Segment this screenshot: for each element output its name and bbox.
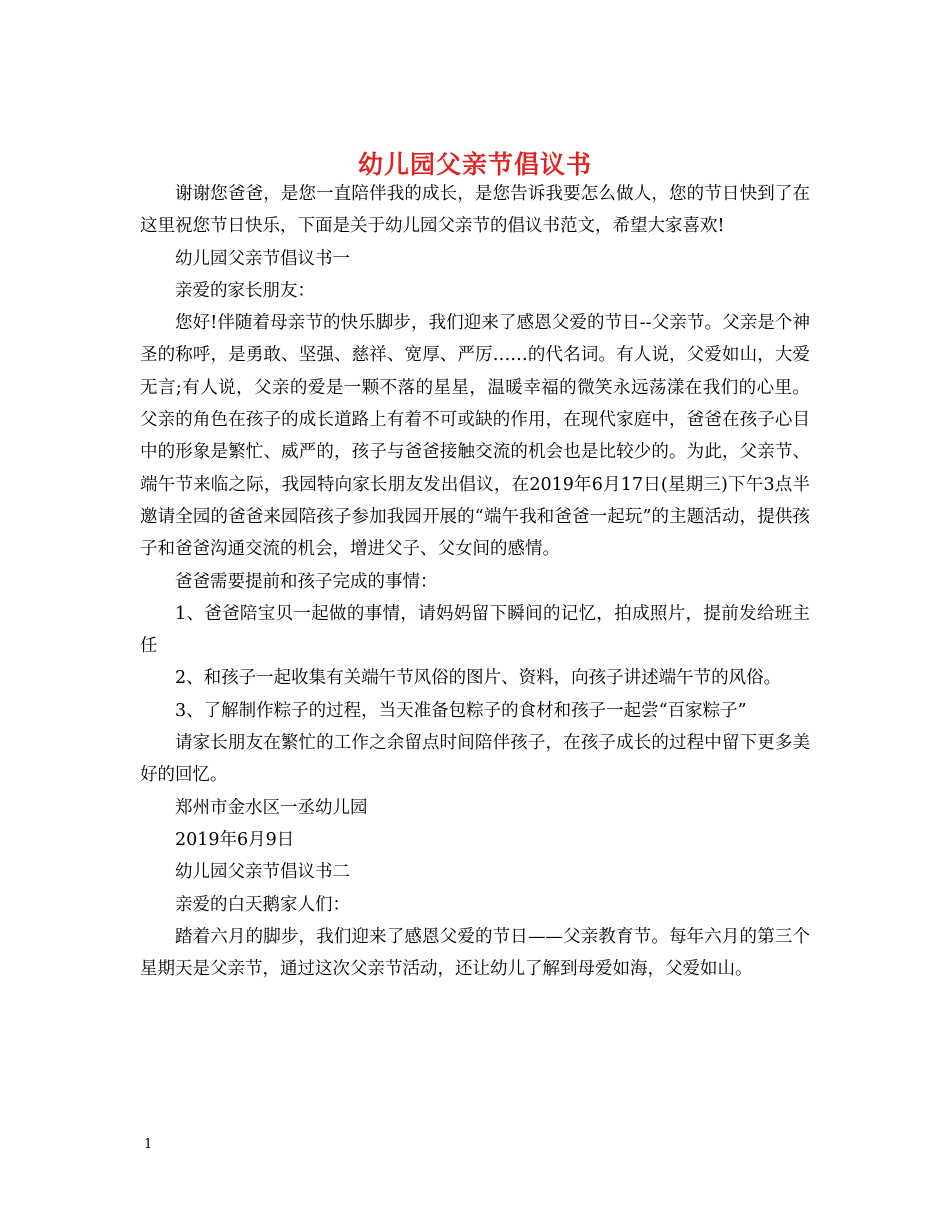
signature-organization: 郑州市金水区一丞幼儿园	[175, 797, 368, 818]
body-paragraph: 您好!伴随着母亲节的快乐脚步，我们迎来了感恩父爱的节日--父亲节。父亲是个神圣的称呼，是勇敢、坚强、慈祥、宽厚、严厉……的代名词。有人说，父爱如山，大爱无言;有人说，父亲的爱是一颗不落的星星，温暖幸福的微笑永远荡漾在我们的心里。父亲的角色在孩子的成长道路上有着不可或缺的作用，在现代家庭中，爸爸在孩子心目中的形象是繁忙、威严的，孩子与爸爸接触交流的机会也是比较少的。为此，父亲节、端午节来临之际，我园特向家长朋友发出倡议，在2019年6月17日(星期三)下午3点半邀请全园的爸爸来园陪孩子参加我园开展的“端午我和爸爸一起玩”的主题活动，提供孩子和爸爸沟通交流的机会，增进父子、父女间的感情。	[140, 313, 810, 560]
task-heading: 爸爸需要提前和孩子完成的事情：	[175, 571, 438, 592]
task-item-1: 1、爸爸陪宝贝一起做的事情，请妈妈留下瞬间的记忆，拍成照片，提前发给班主任	[140, 603, 810, 657]
closing-paragraph: 请家长朋友在繁忙的工作之余留点时间陪伴孩子，在孩子成长的过程中留下更多美好的回忆。	[140, 733, 810, 786]
page-title: 幼儿园父亲节倡议书	[357, 149, 592, 179]
salutation-one: 亲爱的家长朋友：	[175, 280, 315, 301]
section-heading-one: 幼儿园父亲节倡议书一	[175, 248, 350, 269]
task-item-3: 3、了解制作粽子的过程，当天准备包粽子的食材和孩子一起尝“百家粽子”	[175, 700, 747, 721]
page-number: 1	[144, 1137, 153, 1152]
signature-date: 2019年6月9日	[175, 829, 295, 850]
salutation-two: 亲爱的白天鹅家人们：	[175, 894, 350, 915]
body-paragraph-two: 踏着六月的脚步，我们迎来了感恩父爱的节日——父亲教育节。每年六月的第三个星期天是父亲节，通过这次父亲节活动，还让幼儿了解到母爱如海，父爱如山。	[140, 926, 810, 980]
section-heading-two: 幼儿园父亲节倡议书二	[175, 862, 350, 883]
intro-paragraph: 谢谢您爸爸，是您一直陪伴我的成长，是您告诉我要怎么做人，您的节日快到了在这里祝您节日快乐，下面是关于幼儿园父亲节的倡议书范文，希望大家喜欢!	[140, 184, 810, 237]
document-body	[140, 178, 810, 985]
task-item-2: 2、和孩子一起收集有关端午节风俗的图片、资料，向孩子讲述端午节的风俗。	[175, 668, 782, 689]
